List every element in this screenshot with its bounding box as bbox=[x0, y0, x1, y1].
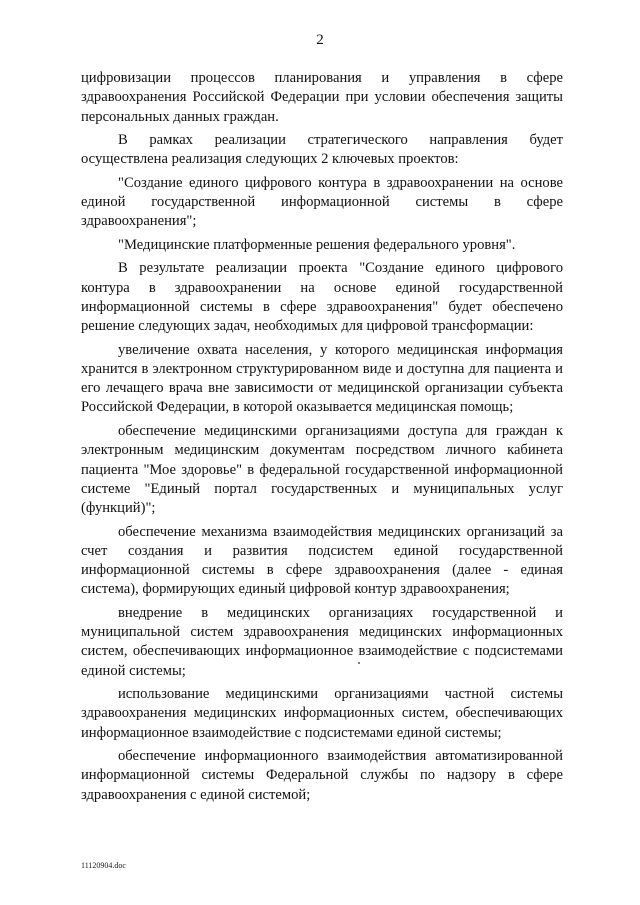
scan-speck bbox=[358, 662, 360, 664]
paragraph-project-results: В результате реализации проекта "Создание единого цифрового контура в здравоохранении на основе единой государственной информационной системы в сфере здравоохранения" будет обеспечено решение следующих задач, необходимых для цифровой трансформации: bbox=[81, 260, 563, 335]
task-item-implementation: внедрение в медицинских организациях государственной и муниципальной систем здравоохранения медицинских информационных систем, обеспечивающих информационное взаимодействие с подсистемами единой системы; bbox=[81, 604, 563, 679]
document-body bbox=[81, 69, 563, 809]
paragraph-continuation: цифровизации процессов планирования и управления в сфере здравоохранения Российской Федерации при условии обеспечения защиты персональных данных граждан. bbox=[81, 70, 563, 125]
project-item-digital-contour: "Создание единого цифрового контура в здравоохранении на основе единой государственной информационной системы в сфере здравоохранения"; bbox=[81, 174, 563, 230]
document-code: 11120904.doc bbox=[81, 861, 126, 870]
task-item-federal-service: обеспечение информационного взаимодействия автоматизированной информационной системы Федеральной службы по надзору в сфере здравоохранения с единой системой; bbox=[81, 748, 563, 803]
task-item-access: обеспечение медицинскими организациями доступа для граждан к электронным медицинским документам посредством личного кабинета пациента "Мое здоровье" в федеральной государственной информационной системе "Единый портал государственных и муниципальных услуг (функций)"; bbox=[81, 423, 563, 517]
task-item-private-system: использование медицинскими организациями частной системы здравоохранения медицинских информационных систем, обеспечивающих информационное взаимодействие с подсистемами единой системы; bbox=[81, 686, 563, 741]
paragraph-strategic-direction: В рамках реализации стратегического направления будет осуществлена реализация следующих 2 ключевых проектов: bbox=[81, 132, 563, 168]
page-number: 2 bbox=[316, 32, 324, 48]
project-item-platform-solutions: "Медицинские платформенные решения федерального уровня". bbox=[118, 236, 516, 253]
task-item-interaction: обеспечение механизма взаимодействия медицинских организаций за счет создания и развития подсистем единой государственной информационной системы в сфере здравоохранения (далее - единая система), формирующих единый цифровой контур здравоохранения; bbox=[81, 523, 563, 598]
task-item-coverage: увеличение охвата населения, у которого медицинская информация хранится в электронном структурированном виде и доступна для пациента и его лечащего врача вне зависимости от медицинской организации субъекта Российской Федерации, в которой оказывается медицинская помощь; bbox=[81, 341, 563, 416]
